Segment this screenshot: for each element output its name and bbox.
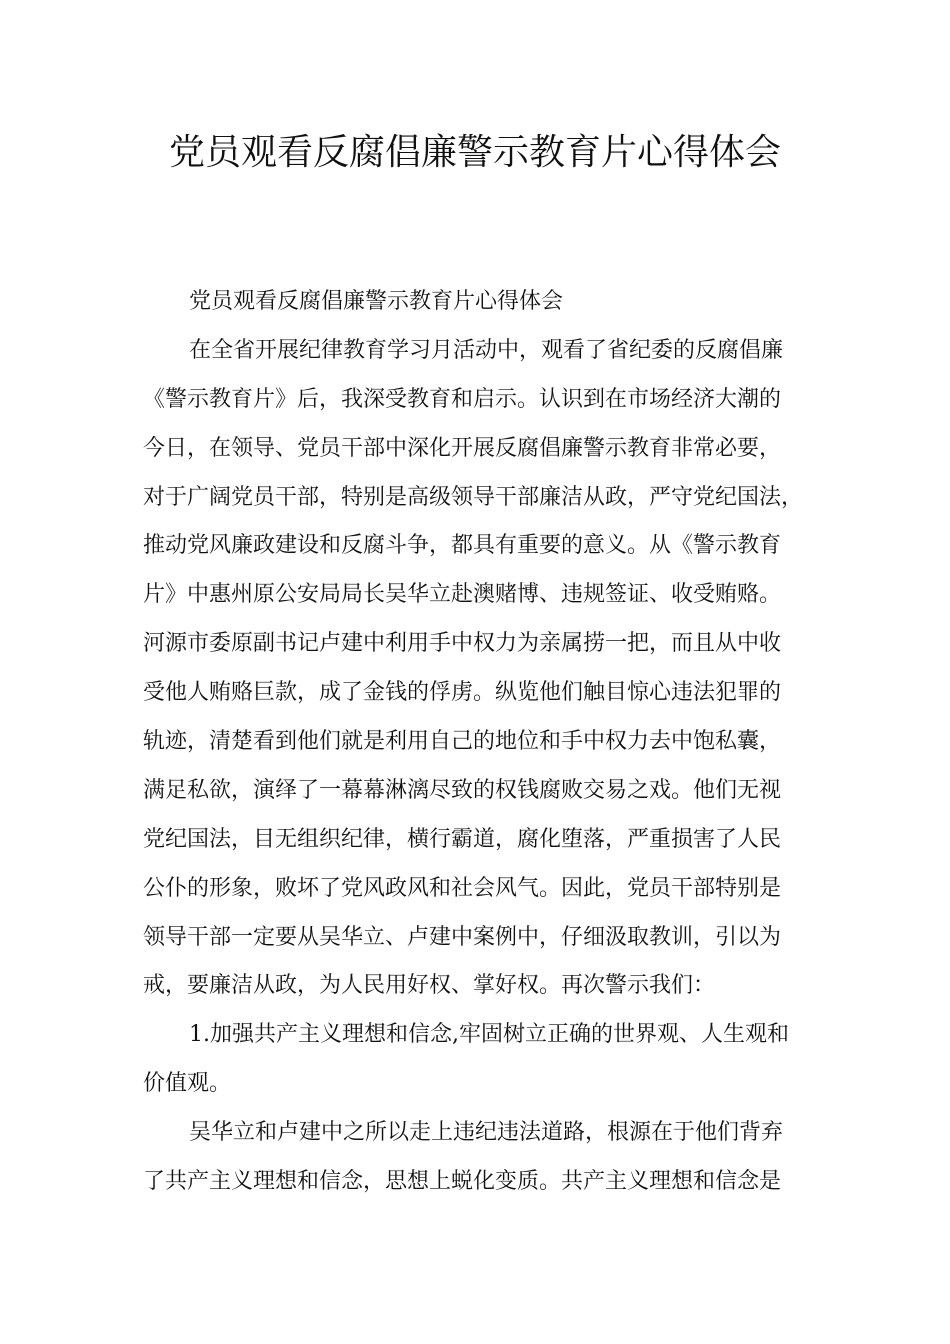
paragraph-heading-line: 党员观看反腐倡廉警示教育片心得体会: [189, 289, 564, 314]
paragraph-line: 对于广阔党员干部，特别是高级领导干部廉洁从政，严守党纪国法，: [143, 484, 804, 510]
paragraph-line: 满足私欲，演绎了一幕幕淋漓尽致的权钱腐败交易之戏。他们无视: [143, 777, 782, 803]
paragraph-line: 公仆的形象，败坏了党风政风和社会风气。因此，党员干部特别是: [143, 875, 782, 901]
paragraph-line: 推动党风廉政建设和反腐斗争，都具有重要的意义。从《警示教育: [143, 533, 782, 559]
paragraph-line: 河源市委原副书记卢建中利用手中权力为亲属捞一把，而且从中收: [143, 631, 782, 657]
paragraph-line: 吴华立和卢建中之所以走上违纪违法道路，根源在于他们背弃: [189, 1120, 784, 1146]
paragraph-line: 了共产主义理想和信念，思想上蜕化变质。共产主义理想和信念是: [143, 1169, 782, 1195]
document-body: [143, 278, 823, 1207]
paragraph-line: 戒，要廉洁从政，为人民用好权、掌好权。再次警示我们：: [143, 973, 716, 999]
paragraph-line: 今日，在领导、党员干部中深化开展反腐倡廉警示教育非常必要，: [143, 435, 782, 461]
paragraph-line: 受他人贿赂巨款，成了金钱的俘虏。纵览他们触目惊心违法犯罪的: [143, 680, 782, 706]
document-title: 党员观看反腐倡廉警示教育片心得体会: [168, 132, 781, 173]
paragraph-line: 领导干部一定要从吴华立、卢建中案例中，仔细汲取教训，引以为: [143, 924, 782, 950]
paragraph-line: 在全省开展纪律教育学习月活动中，观看了省纪委的反腐倡廉: [189, 337, 784, 363]
paragraph-line: 轨迹，清楚看到他们就是利用自己的地位和手中权力去中饱私囊，: [143, 729, 782, 755]
paragraph-line: 片》中惠州原公安局局长吴华立赴澳赌博、违规签证、收受贿赂。: [143, 582, 782, 608]
list-item-line: 价值观。: [143, 1071, 232, 1097]
paragraph-line: 《警示教育片》后，我深受教育和启示。认识到在市场经济大潮的: [143, 386, 782, 412]
paragraph-line: 党纪国法，目无组织纪律，横行霸道，腐化堕落，严重损害了人民: [143, 826, 782, 852]
list-item-line: 1.加强共产主义理想和信念,牢固树立正确的世界观、人生观和: [189, 1022, 789, 1048]
